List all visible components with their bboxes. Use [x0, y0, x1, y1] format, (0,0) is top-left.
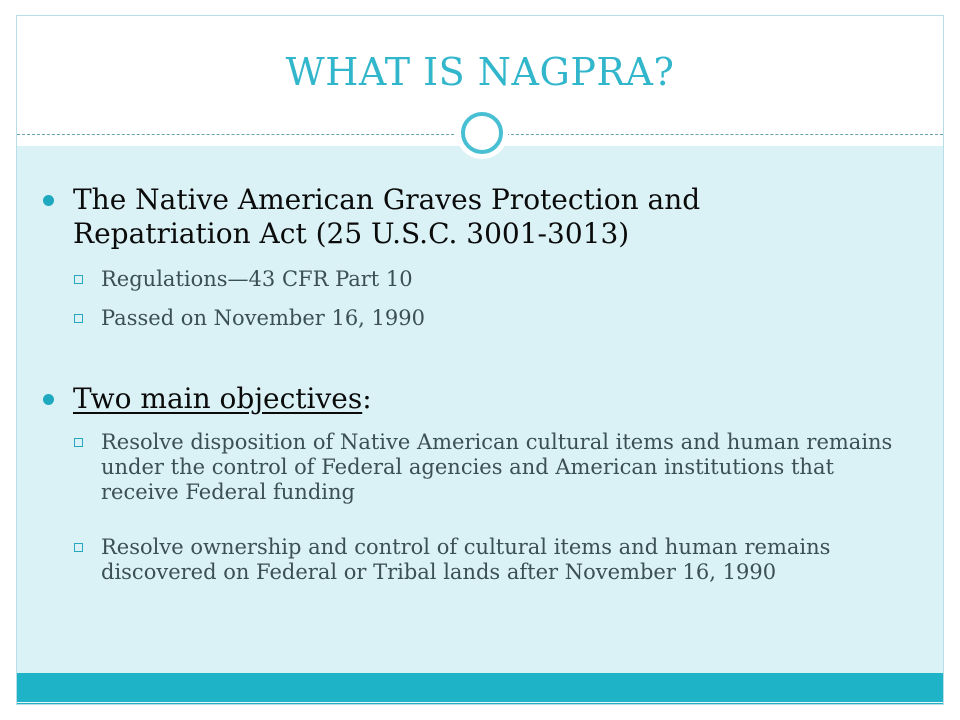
- sub-bullet-text: Passed on November 16, 1990: [101, 306, 425, 330]
- round-bullet-icon: [43, 394, 54, 405]
- sub-bullet-text: Resolve disposition of Native American cultural items and human remains under the control of Federal agencies and American institutions that receive Federal funding: [101, 430, 893, 504]
- sub-bullet-item: [101, 267, 901, 292]
- square-bullet-icon: [74, 438, 83, 447]
- footer-line: [17, 702, 943, 703]
- sub-bullet-text: Regulations—43 CFR Part 10: [101, 267, 413, 291]
- sub-bullet-item: [101, 430, 901, 505]
- sub-bullet-item: [101, 535, 901, 585]
- bullet-item: [73, 183, 813, 251]
- square-bullet-icon: [74, 543, 83, 552]
- footer-band: [17, 673, 943, 704]
- slide-title: WHAT IS NAGPRA?: [285, 50, 675, 94]
- bullet-text-underlined: Two main objectives: [73, 382, 363, 415]
- sub-bullet-text: Resolve ownership and control of cultural items and human remains discovered on Federal or Tribal lands after November 16, 1990: [101, 535, 831, 584]
- content-area: [17, 146, 943, 673]
- square-bullet-icon: [74, 314, 83, 323]
- square-bullet-icon: [74, 275, 83, 284]
- round-bullet-icon: [43, 195, 54, 206]
- bullet-text: The Native American Graves Protection and Repatriation Act (25 U.S.C. 3001-3013): [73, 183, 701, 250]
- bullet-item: [73, 382, 813, 416]
- circle-ornament-icon: [456, 107, 508, 159]
- slide: [16, 15, 944, 705]
- sub-bullet-item: [101, 306, 901, 331]
- bullet-text-suffix: :: [362, 382, 372, 415]
